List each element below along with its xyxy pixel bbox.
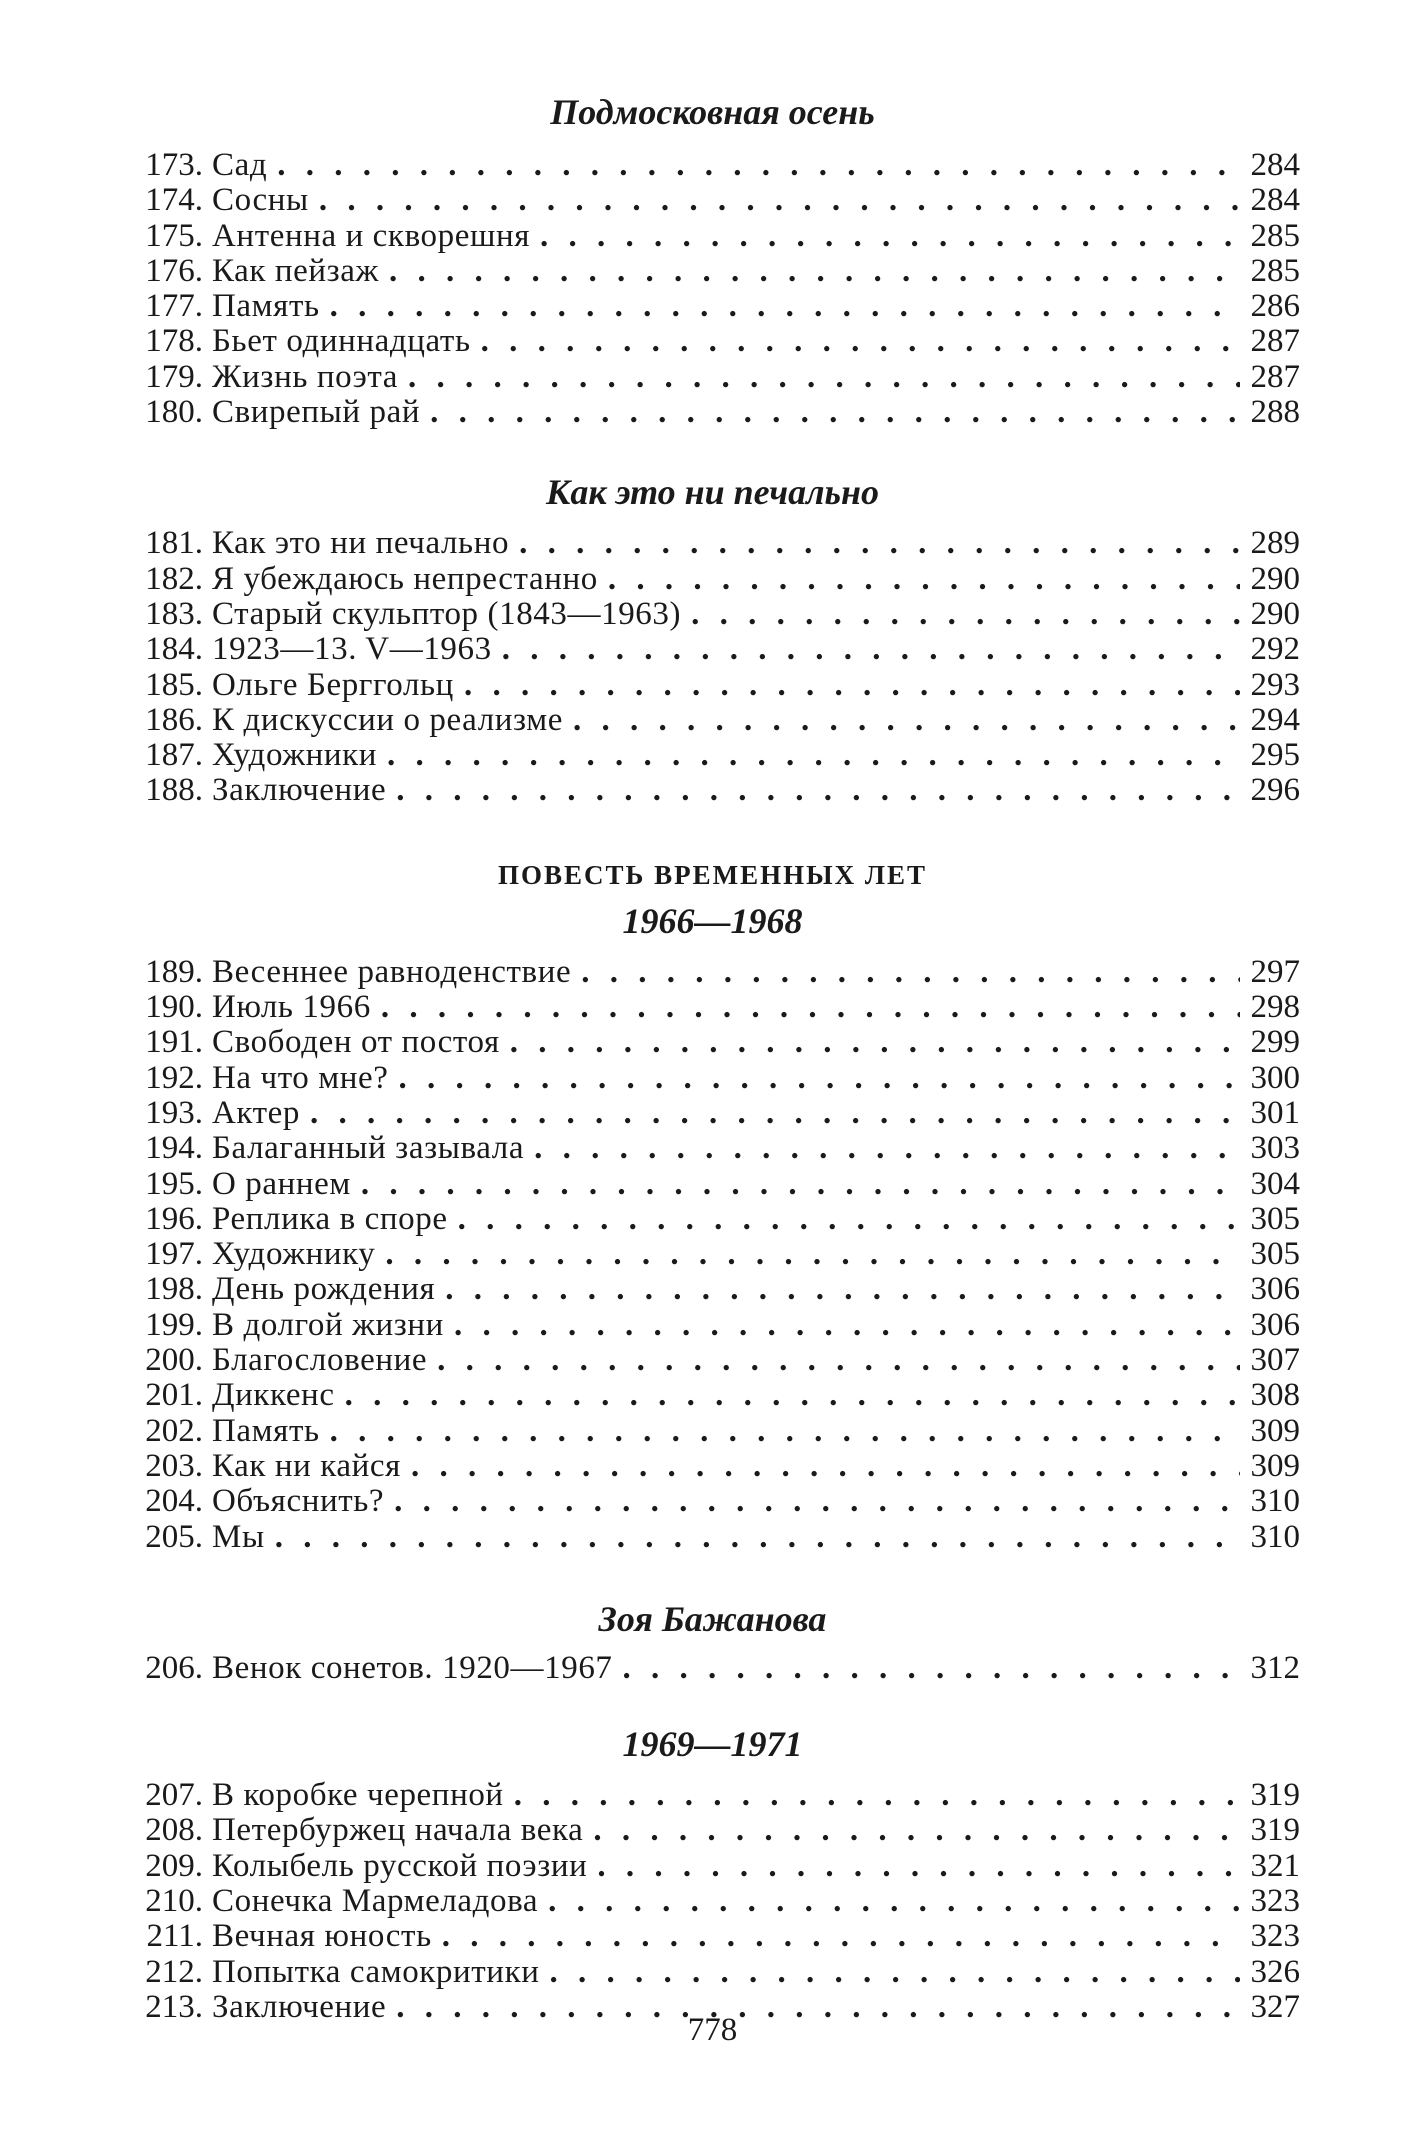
entry-number: 194. (145, 1130, 203, 1167)
dot-leader (492, 632, 1240, 667)
toc-entry (125, 1884, 1300, 1919)
entry-title: В долгой жизни (212, 1306, 444, 1343)
dot-leader (500, 1025, 1240, 1060)
toc-entry (125, 254, 1300, 289)
entry-number: 205. (145, 1518, 203, 1555)
entry-title: Ольге Берггольц (212, 666, 454, 703)
dot-leader (386, 773, 1240, 808)
section-heading: Подмосковная осень (550, 92, 875, 132)
dot-leader (384, 1484, 1240, 1519)
entry-title: День рождения (212, 1271, 436, 1308)
entry-page-number: 310 (1250, 1518, 1300, 1555)
entry-number: 180. (145, 394, 203, 431)
entry-title: Художники (212, 737, 378, 774)
entry-number: 197. (145, 1236, 203, 1273)
entry-number: 186. (145, 701, 203, 738)
dot-leader (563, 703, 1240, 738)
toc-entry (125, 1025, 1300, 1060)
entry-page-number: 286 (1250, 288, 1300, 325)
entry-page-number: 287 (1250, 323, 1300, 360)
entry-page-number: 305 (1250, 1236, 1300, 1273)
entry-title: Весеннее равноденствие (212, 953, 572, 990)
entry-page-number: 303 (1250, 1130, 1300, 1167)
entry-title: На что мне? (212, 1059, 389, 1096)
entry-page-number: 309 (1250, 1447, 1300, 1484)
dot-leader (267, 148, 1240, 183)
entry-number: 183. (145, 595, 203, 632)
entry-title: К дискуссии о реализме (212, 701, 563, 738)
entry-title: Сонечка Мармеладова (212, 1882, 539, 1919)
entry-title: Как это ни печально (212, 525, 510, 562)
entry-page-number: 285 (1250, 252, 1300, 289)
toc-list (125, 1778, 1300, 2025)
entry-title: Мы (212, 1518, 265, 1555)
toc-entry (125, 1131, 1300, 1166)
toc-entry (125, 773, 1300, 808)
entry-number: 193. (145, 1094, 203, 1131)
toc-entry (125, 597, 1300, 632)
entry-number: 196. (145, 1200, 203, 1237)
entry-title: О раннем (212, 1165, 351, 1202)
entry-title: Колыбель русской поэзии (212, 1847, 588, 1884)
dot-leader (320, 1414, 1240, 1449)
dot-leader (398, 360, 1240, 395)
dot-leader (613, 1651, 1240, 1686)
entry-title: Бьет одиннадцать (212, 323, 471, 360)
toc-entry (125, 1449, 1300, 1484)
entry-number: 177. (145, 288, 203, 325)
toc-entry (125, 562, 1300, 597)
entry-page-number: 288 (1250, 394, 1300, 431)
entry-number: 202. (145, 1412, 203, 1449)
entry-title: Заключение (212, 772, 387, 809)
entry-number: 190. (145, 989, 203, 1026)
toc-entry (125, 1414, 1300, 1449)
dot-leader (598, 562, 1240, 597)
toc-entry (125, 1919, 1300, 1954)
dot-leader (389, 1061, 1241, 1096)
toc-entry (125, 1849, 1300, 1884)
entry-title: Венок сонетов. 1920—1967 (212, 1649, 613, 1686)
entry-page-number: 308 (1250, 1377, 1300, 1414)
entry-number: 203. (145, 1447, 203, 1484)
entry-number: 178. (145, 323, 203, 360)
entry-title: Свирепый рай (212, 394, 421, 431)
toc-entry (125, 1237, 1300, 1272)
entry-page-number: 301 (1250, 1094, 1300, 1131)
dot-leader (300, 1096, 1240, 1131)
entry-page-number: 323 (1250, 1918, 1300, 1955)
dot-leader (444, 1308, 1240, 1343)
entry-number: 211. (146, 1918, 203, 1955)
entry-number: 208. (145, 1812, 203, 1849)
entry-number: 209. (145, 1847, 203, 1884)
toc-list (125, 148, 1300, 430)
dot-leader (420, 395, 1240, 430)
section-heading: Зоя Бажанова (598, 1598, 827, 1639)
toc-entry (125, 738, 1300, 773)
dot-leader (379, 254, 1240, 289)
toc-list (125, 1651, 1300, 1686)
dot-leader (471, 324, 1240, 359)
entry-page-number: 319 (1250, 1777, 1300, 1814)
entry-number: 198. (145, 1271, 203, 1308)
entry-number: 187. (145, 737, 203, 774)
toc-entry (125, 1167, 1300, 1202)
entry-page-number: 306 (1250, 1306, 1300, 1343)
entry-page-number: 304 (1250, 1165, 1300, 1202)
entry-number: 199. (145, 1306, 203, 1343)
toc-entry (125, 1272, 1300, 1307)
entry-title: Петербуржец начала века (212, 1812, 584, 1849)
toc-entry (125, 1778, 1300, 1813)
entry-number: 176. (145, 252, 203, 289)
dot-leader (454, 668, 1240, 703)
toc-entry (125, 955, 1300, 990)
entry-number: 185. (145, 666, 203, 703)
entry-title: Актер (212, 1094, 300, 1131)
entry-title: Благословение (212, 1342, 428, 1379)
toc-entry (125, 1308, 1300, 1343)
entry-title: Балаганный зазывала (212, 1130, 525, 1167)
dot-leader (509, 526, 1240, 561)
dot-leader (583, 1813, 1240, 1848)
entry-title: В коробке черепной (212, 1777, 504, 1814)
entry-page-number: 300 (1250, 1059, 1300, 1096)
section-heading: Как это ни печально (546, 472, 879, 513)
entry-number: 201. (145, 1377, 203, 1414)
entry-number: 195. (145, 1165, 203, 1202)
dot-leader (377, 738, 1240, 773)
entry-page-number: 293 (1250, 666, 1300, 703)
toc-entry (125, 183, 1300, 218)
toc-entry (125, 148, 1300, 183)
part-title: ПОВЕСТЬ ВРЕМЕННЫХ ЛЕТ (497, 859, 928, 890)
entry-title: Сад (212, 147, 268, 183)
toc-list (125, 526, 1300, 808)
entry-title: Художнику (212, 1236, 376, 1273)
toc-entry (125, 990, 1300, 1025)
toc-entry (125, 360, 1300, 395)
toc-entry (125, 324, 1300, 359)
entry-number: 188. (145, 772, 203, 809)
toc-entry (125, 1651, 1300, 1686)
entry-number: 210. (145, 1882, 203, 1919)
entry-page-number: 299 (1250, 1024, 1300, 1061)
entry-number: 184. (145, 631, 203, 668)
entry-page-number: 312 (1250, 1649, 1300, 1686)
entry-title: Память (212, 1412, 320, 1449)
entry-page-number: 297 (1250, 953, 1300, 990)
dot-leader (435, 1272, 1240, 1307)
toc-entry (125, 668, 1300, 703)
entry-page-number: 309 (1250, 1412, 1300, 1449)
entry-page-number: 295 (1250, 737, 1300, 774)
entry-page-number: 319 (1250, 1812, 1300, 1849)
entry-page-number: 285 (1250, 217, 1300, 254)
dot-leader (401, 1449, 1240, 1484)
entry-page-number: 290 (1250, 560, 1300, 597)
entry-page-number: 321 (1250, 1847, 1300, 1884)
entry-number: 207. (145, 1777, 203, 1814)
entry-title: Сосны (212, 182, 309, 219)
toc-entry (125, 526, 1300, 561)
dot-leader (681, 597, 1240, 632)
toc-entry (125, 1096, 1300, 1131)
entry-page-number: 294 (1250, 701, 1300, 738)
entry-page-number: 289 (1250, 525, 1300, 562)
dot-leader (320, 289, 1240, 324)
entry-title: Объяснить? (212, 1483, 385, 1520)
dot-leader (432, 1919, 1240, 1954)
entry-page-number: 305 (1250, 1200, 1300, 1237)
entry-number: 175. (145, 217, 203, 254)
entry-page-number: 306 (1250, 1271, 1300, 1308)
entry-title: Память (212, 288, 320, 325)
entry-title: Жизнь поэта (212, 358, 399, 395)
toc-entry (125, 1484, 1300, 1519)
entry-page-number: 298 (1250, 989, 1300, 1026)
entry-number: 182. (145, 560, 203, 597)
toc-list (125, 955, 1300, 1555)
section-heading: 1969—1971 (622, 1724, 803, 1765)
entry-page-number: 287 (1250, 358, 1300, 395)
toc-entry (125, 1955, 1300, 1990)
entry-page-number: 284 (1250, 147, 1300, 183)
dot-leader (265, 1520, 1240, 1555)
entry-title: Антенна и скворешня (212, 217, 531, 254)
entry-number: 181. (145, 525, 203, 562)
entry-page-number: 327 (1250, 1988, 1300, 2025)
entry-number: 189. (145, 953, 203, 990)
entry-title: Вечная юность (212, 1918, 432, 1955)
toc-entry (125, 219, 1300, 254)
toc-entry (125, 1061, 1300, 1096)
entry-number: 204. (145, 1483, 203, 1520)
dot-leader (371, 990, 1240, 1025)
toc-entry (125, 1343, 1300, 1378)
entry-number: 213. (145, 1988, 203, 2025)
entry-number: 206. (145, 1649, 203, 1686)
dot-leader (351, 1167, 1240, 1202)
dot-leader (504, 1778, 1240, 1813)
entry-title: Попытка самокритики (212, 1953, 540, 1990)
entry-page-number: 292 (1250, 631, 1300, 668)
dot-leader (448, 1202, 1240, 1237)
entry-title: Я убеждаюсь непрестанно (212, 560, 598, 597)
entry-number: 173. (145, 147, 203, 183)
dot-leader (538, 1884, 1240, 1919)
entry-number: 179. (145, 358, 203, 395)
entry-number: 191. (145, 1024, 203, 1061)
entry-page-number: 323 (1250, 1882, 1300, 1919)
entry-page-number: 296 (1250, 772, 1300, 809)
dot-leader (524, 1131, 1240, 1166)
entry-title: Старый скульптор (1843—1963) (212, 595, 682, 632)
entry-page-number: 326 (1250, 1953, 1300, 1990)
entry-page-number: 310 (1250, 1483, 1300, 1520)
entry-title: Как ни кайся (212, 1447, 401, 1484)
section-heading: 1966—1968 (622, 900, 803, 941)
page-number: 778 (687, 2012, 738, 2048)
toc-entry (125, 632, 1300, 667)
entry-title: 1923—13. V—1963 (212, 631, 492, 668)
entry-number: 212. (145, 1953, 203, 1990)
entry-number: 200. (145, 1342, 203, 1379)
entry-number: 174. (145, 182, 203, 219)
entry-title: Диккенс (212, 1377, 335, 1414)
toc-entry (125, 395, 1300, 430)
dot-leader (539, 1955, 1240, 1990)
dot-leader (571, 955, 1240, 990)
toc-entry (125, 1378, 1300, 1413)
toc-entry (125, 1813, 1300, 1848)
entry-title: Как пейзаж (212, 252, 379, 289)
entry-title: Июль 1966 (212, 989, 371, 1026)
dot-leader (309, 183, 1240, 218)
entry-title: Реплика в споре (212, 1200, 448, 1237)
entry-title: Заключение (212, 1988, 387, 2025)
toc-entry (125, 703, 1300, 738)
dot-leader (530, 219, 1240, 254)
toc-entry (125, 1520, 1300, 1555)
dot-leader (427, 1343, 1240, 1378)
entry-page-number: 290 (1250, 595, 1300, 632)
dot-leader (335, 1378, 1240, 1413)
dot-leader (587, 1849, 1240, 1884)
entry-page-number: 284 (1250, 182, 1300, 219)
dot-leader (375, 1237, 1240, 1272)
toc-entry (125, 289, 1300, 324)
entry-title: Свободен от постоя (212, 1024, 500, 1061)
toc-entry (125, 1202, 1300, 1237)
entry-number: 192. (145, 1059, 203, 1096)
entry-page-number: 307 (1250, 1342, 1300, 1379)
